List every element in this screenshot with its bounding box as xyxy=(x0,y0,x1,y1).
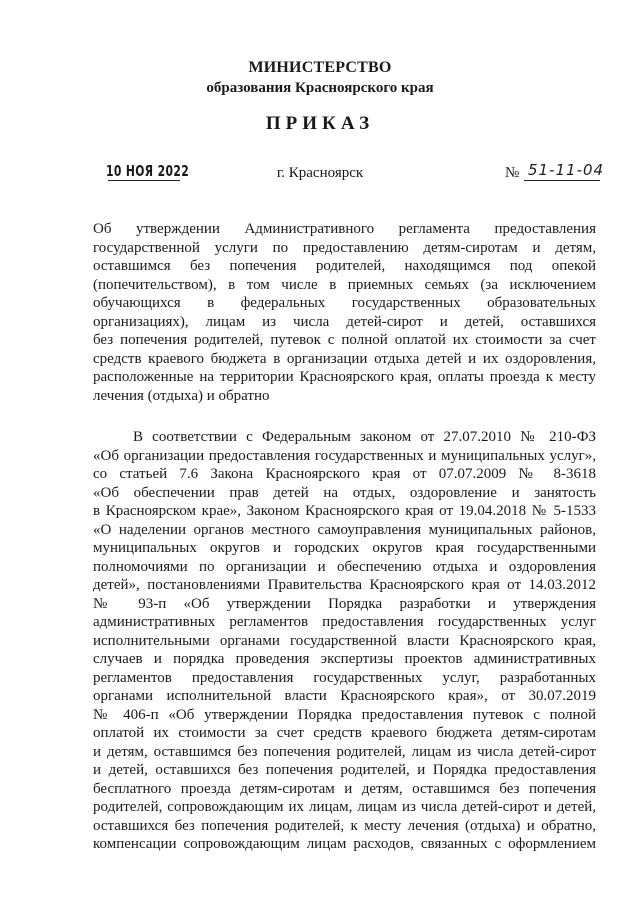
subject-line: средств краевого бюджета в организации отдыха детей и их оздоровления, xyxy=(93,350,596,367)
body-line: № 406-п «Об утверждении Порядка предоставления путевок с полной xyxy=(93,706,596,723)
body-line: компенсации сопровождающим лицам расходов, связанных с оформлением xyxy=(93,836,596,852)
body-line: «О наделении органов местного самоуправления муниципальных районов, xyxy=(93,521,596,538)
subject-line: обучающихся в федеральных государственных образовательных xyxy=(93,295,596,311)
body-line: оставшихся без попечения родителей, к месту лечения (отдыха) и обратно, xyxy=(93,817,596,834)
body-line: регламентов предоставления государственных услуг, разработанных xyxy=(93,669,596,686)
subject-line: (попечительством), в том числе в приемных семьях (за исключением xyxy=(93,276,596,293)
subject-line: без попечения родителей, путевок с полной оплатой их стоимости за счет xyxy=(93,332,596,348)
body-line: полномочиями по организации и обеспечению отдыха и оздоровления xyxy=(93,558,596,575)
body-line: бесплатного проезда детям-сиротам и детям, оставшимся без попечения xyxy=(93,780,596,797)
date-stamp: 10 НОЯ 2022 xyxy=(106,162,190,180)
body-line: и детям, оставшимся без попечения родителей, лицам из числа детей-сирот xyxy=(93,743,596,760)
body-line: «Об обеспечении прав детей на отдых, оздоровление и занятость xyxy=(93,484,596,501)
body-paragraph xyxy=(93,428,596,854)
number-label: № xyxy=(505,165,520,181)
body-line: административных регламентов предоставления государственных услуг xyxy=(93,614,596,630)
body-line: № 93-п «Об утверждении Порядка разработки и утверждения xyxy=(93,595,596,612)
document-meta-row xyxy=(0,162,640,186)
subject-line: оставшимся без попечения родителей, находящимся под опекой xyxy=(93,258,596,274)
ministry-subtitle: образования Красноярского края xyxy=(206,80,434,96)
subject-line: организациях), лицам из числа детей-сирот и детей, оставшихся xyxy=(93,313,596,330)
body-line: со статьей 7.6 Закона Красноярского края от 07.07.2009 № 8-3618 xyxy=(93,466,596,482)
body-line: органами исполнительной власти Красноярского края», от 30.07.2019 xyxy=(93,688,596,704)
body-line: исполнительными органами государственной власти Красноярского края, xyxy=(93,632,596,649)
subject-line: лечения (отдыха) и обратно xyxy=(93,387,270,404)
body-line: оплатой их стоимости за счет средств краевого бюджета детям-сиротам xyxy=(93,725,596,741)
ministry-name: МИНИСТЕРСТВО xyxy=(248,59,392,76)
body-line: В соответствии с Федеральным законом от 27.07.2010 № 210-ФЗ xyxy=(133,429,596,445)
body-line: случаев и порядка проведения экспертизы проектов административных xyxy=(93,651,596,667)
body-line: детей», постановлениями Правительства Красноярского края от 14.03.2012 xyxy=(93,577,596,593)
document-type-title: ПРИКАЗ xyxy=(265,113,375,134)
subject-line: государственной услуги по предоставлению детям-сиротам и детям, xyxy=(93,239,596,256)
body-line: «Об организации предоставления государственных и муниципальных услуг», xyxy=(93,447,596,464)
subject-paragraph xyxy=(93,220,596,405)
body-line: в Красноярском крае», Законом Красноярского края от 19.04.2018 № 5-1533 xyxy=(93,503,596,519)
body-line: муниципальных округов и городских округов края государственными xyxy=(93,540,596,556)
number-underline xyxy=(524,180,600,181)
body-line: и детей, оставшихся без попечения родителей, и Порядка предоставления xyxy=(93,762,596,778)
body-line: родителей, сопровождающим их лицам, лицам из числа детей-сирот и детей, xyxy=(93,799,596,815)
city-label: г. Красноярск xyxy=(276,165,364,181)
handwritten-number: 51-11-04 xyxy=(528,161,605,179)
subject-line: расположенные на территории Красноярского края, оплаты проезда к месту xyxy=(93,369,596,385)
subject-line: Об утверждении Административного регламента предоставления xyxy=(93,221,596,237)
